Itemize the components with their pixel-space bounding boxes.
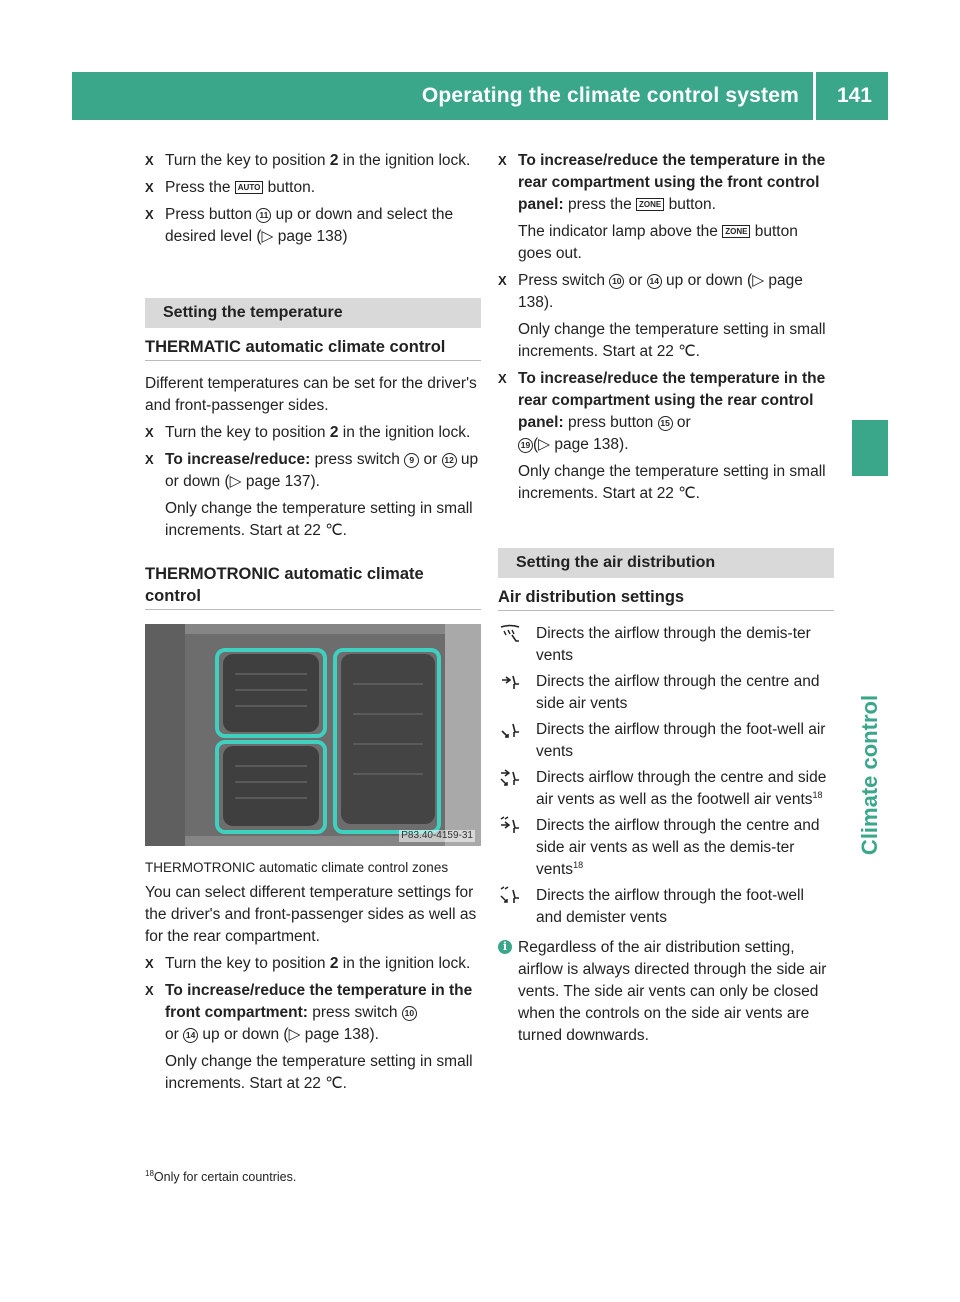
- callout-14-icon: 14: [183, 1028, 198, 1043]
- callout-12-icon: 12: [442, 453, 457, 468]
- subheading-thermotronic: THERMOTRONIC automatic climate control: [145, 563, 481, 610]
- step-press-button-11: X Press button 11 up or down and select the desired level (▷ page 138): [145, 204, 481, 248]
- callout-19-icon: 19: [518, 438, 533, 453]
- step-ignition-1: X Turn the key to position 2 in the ignition lock.: [145, 150, 481, 172]
- side-section-label: [845, 660, 895, 890]
- callout-11-icon: 11: [256, 208, 271, 223]
- step-rear-rear-panel: X To increase/reduce the temperature in the rear compartment using the rear control panel: press button 15 or 19 (▷ page 138).: [498, 368, 834, 456]
- centre-vent-icon: [498, 671, 522, 693]
- step-press-auto: X Press the AUTO button.: [145, 177, 481, 199]
- zone-button-icon: ZONE: [636, 198, 664, 211]
- section-heading-temperature: Setting the temperature: [145, 298, 481, 328]
- windscreen-icon: [498, 623, 522, 645]
- paragraph-thermatic: Different temperatures can be set for the driver's and front-passenger sides.: [145, 375, 477, 414]
- car-interior-illustration: [145, 624, 481, 846]
- page-header: [72, 72, 888, 120]
- centre-demist-icon: [498, 815, 522, 837]
- climate-zones-photo: [145, 624, 481, 846]
- callout-10-icon: 10: [402, 1006, 417, 1021]
- callout-9-icon: 9: [404, 453, 419, 468]
- photo-caption: THERMOTRONIC automatic climate control zones: [145, 860, 449, 875]
- callout-14-icon: 14: [647, 274, 662, 289]
- note-increments: Only change the temperature setting in small increments. Start at 22 ℃.: [165, 500, 473, 539]
- section-heading-air-distribution: Setting the air distribution: [498, 548, 834, 578]
- list-item: Directs airflow through the centre and side air vents as well as the footwell air vents$^{18}$: [498, 767, 834, 811]
- step-ignition-2: X Turn the key to position 2 in the ignition lock.: [145, 422, 481, 444]
- info-note: i Regardless of the air distribution setting, airflow is always directed through the side air vents. The side air vents can only be closed when the controls on the side air vents are turned downwards.: [498, 937, 834, 1047]
- step-press-switch-10-14: X Press switch 10 or 14 up or down (▷ page 138).: [498, 270, 834, 314]
- zone-button-icon: ZONE: [722, 225, 750, 238]
- page-number: 141: [836, 84, 872, 107]
- air-distribution-list: [498, 623, 834, 929]
- list-item: Directs the airflow through the centre and side air vents: [498, 671, 834, 715]
- list-item: Directs the airflow through the foot-well air vents: [498, 719, 834, 763]
- list-item: Directs the airflow through the foot-well and demister vents: [498, 885, 834, 929]
- page-reference[interactable]: ▷ page 138): [261, 228, 348, 245]
- list-item: Directs the airflow through the centre and side air vents as well as the demis-ter vents$^{18}$: [498, 815, 834, 881]
- side-section-label-text: Climate control: [857, 694, 882, 856]
- info-icon: i: [498, 940, 512, 954]
- page-reference[interactable]: ▷ page 138).: [518, 272, 803, 311]
- list-item: Directs the airflow through the demis-ter vents: [498, 623, 834, 667]
- callout-15-icon: 15: [658, 416, 673, 431]
- centre-footwell-icon: [498, 767, 522, 789]
- note-increments: Only change the temperature setting in small increments. Start at 22 ℃.: [518, 321, 826, 360]
- step-rear-front-panel: X To increase/reduce the temperature in the rear compartment using the front control panel: press the ZONE button.: [498, 150, 834, 216]
- page-reference[interactable]: ▷ page 138).: [288, 1026, 379, 1043]
- left-column: [145, 150, 481, 1100]
- note-indicator-lamp: The indicator lamp above the ZONE button goes out.: [518, 223, 798, 262]
- photo-code: P83.40-4159-31: [401, 830, 473, 841]
- footwell-icon: [498, 719, 522, 741]
- callout-10-icon: 10: [609, 274, 624, 289]
- subheading-thermatic: THERMATIC automatic climate control: [145, 336, 481, 361]
- footnote: $^{18}$Only for certain countries.: [145, 1168, 297, 1184]
- footwell-demist-icon: [498, 885, 522, 907]
- note-increments: Only change the temperature setting in small increments. Start at 22 ℃.: [165, 1053, 473, 1092]
- subheading-air-distribution-settings: Air distribution settings: [498, 586, 834, 611]
- step-ignition-3: X Turn the key to position 2 in the ignition lock.: [145, 953, 481, 975]
- section-tab-marker: [852, 420, 888, 476]
- note-increments: Only change the temperature setting in small increments. Start at 22 ℃.: [518, 463, 826, 502]
- page-reference[interactable]: ▷ page 137).: [229, 473, 320, 490]
- auto-button-icon: AUTO: [235, 181, 264, 194]
- step-increase-reduce: X To increase/reduce: press switch 9 or 12 up or down (▷ page 137).: [145, 449, 481, 493]
- page-reference[interactable]: ▷ page 138).: [538, 436, 629, 453]
- paragraph-thermotronic: You can select different temperature settings for the driver's and front-passenger sides as well as for the rear compartment.: [145, 884, 477, 945]
- right-column: [498, 150, 834, 1047]
- page-title: Operating the climate control system: [422, 72, 816, 120]
- step-front-compartment: X To increase/reduce the temperature in the front compartment: press switch 10 or 14 up or down (▷ page 138).: [145, 980, 481, 1046]
